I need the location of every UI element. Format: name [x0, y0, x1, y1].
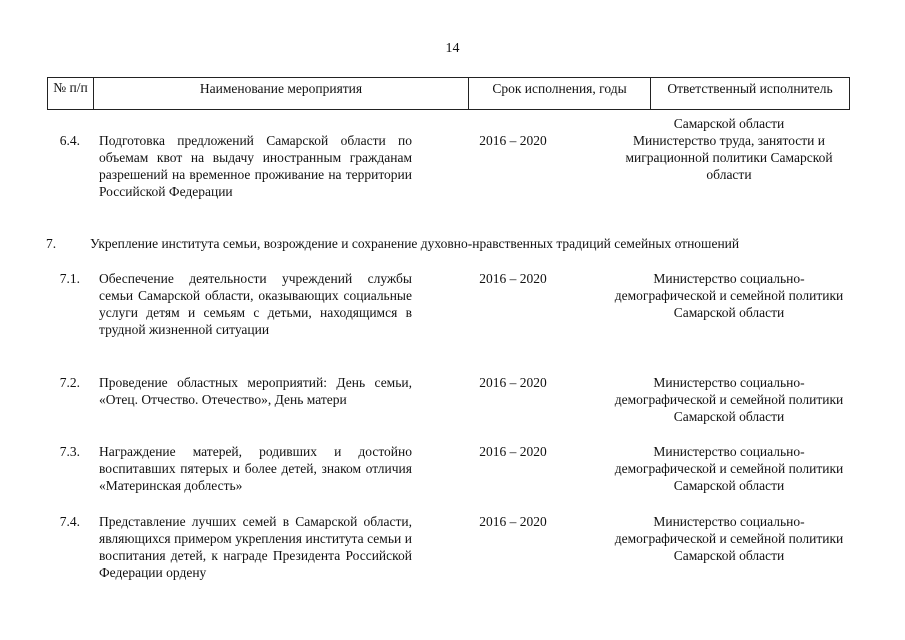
header-col-term [469, 78, 651, 109]
row-term: 2016 – 2020 [479, 514, 547, 529]
row-responsible: Министерство социально-демографической и семейной политики Самарской области [614, 444, 844, 493]
row-name: Подготовка предложений Самарской области по объемам квот на выдачу иностранным гражданам разрешений на временное проживание на территории Российской Федерации [99, 133, 412, 199]
row-num: 7.2. [59, 375, 80, 390]
row-term: 2016 – 2020 [479, 271, 547, 286]
page-number: 14 [445, 41, 460, 56]
carryover-text: Самарской области [673, 116, 785, 131]
row-name: Проведение областных мероприятий: День семьи, «Отец. Отчество. Отечество», День матери [99, 375, 412, 407]
row-num: 7.4. [59, 514, 80, 529]
row-responsible: Министерство социально-демографической и семейной политики Самарской области [614, 375, 844, 424]
header-col-name-label: Наименование мероприятия [199, 81, 363, 96]
row-term: 2016 – 2020 [479, 444, 547, 459]
row-num: 7.1. [59, 271, 80, 286]
row-name: Представление лучших семей в Самарской области, являющихся примером укрепления института семьи и воспитания детей, к награде Президента Российской Федерации ордену [99, 514, 412, 580]
header-col-resp [651, 78, 849, 109]
header-col-num-label: № п/п [53, 80, 88, 95]
row-num: 7.3. [59, 444, 80, 459]
header-col-name [94, 78, 469, 109]
row-responsible: Министерство социально-демографической и семейной политики Самарской области [614, 514, 844, 563]
section-num: 7. [46, 236, 57, 251]
header-col-term-label: Срок исполнения, годы [492, 81, 627, 96]
row-num: 6.4. [59, 133, 80, 148]
row-responsible: Министерство социально-демографической и семейной политики Самарской области [614, 271, 844, 320]
row-term: 2016 – 2020 [479, 133, 547, 148]
header-col-resp-label: Ответственный исполнитель [667, 81, 833, 96]
row-name: Награждение матерей, родивших и достойно воспитавших пятерых и более детей, знаком отличия «Материнская доблесть» [99, 444, 412, 493]
row-responsible: Министерство труда, занятости и миграционной политики Самарской области [625, 133, 833, 182]
row-term: 2016 – 2020 [479, 375, 547, 390]
row-name: Обеспечение деятельности учреждений службы семьи Самарской области, оказывающих социальные услуги детям и семьям с детьми, находящимся в трудной жизненной ситуации [99, 271, 412, 337]
table-header [47, 77, 850, 110]
header-col-num [48, 78, 94, 109]
section-title: Укрепление института семьи, возрождение и сохранение духовно-нравственных традиций семейных отношений [90, 236, 740, 251]
